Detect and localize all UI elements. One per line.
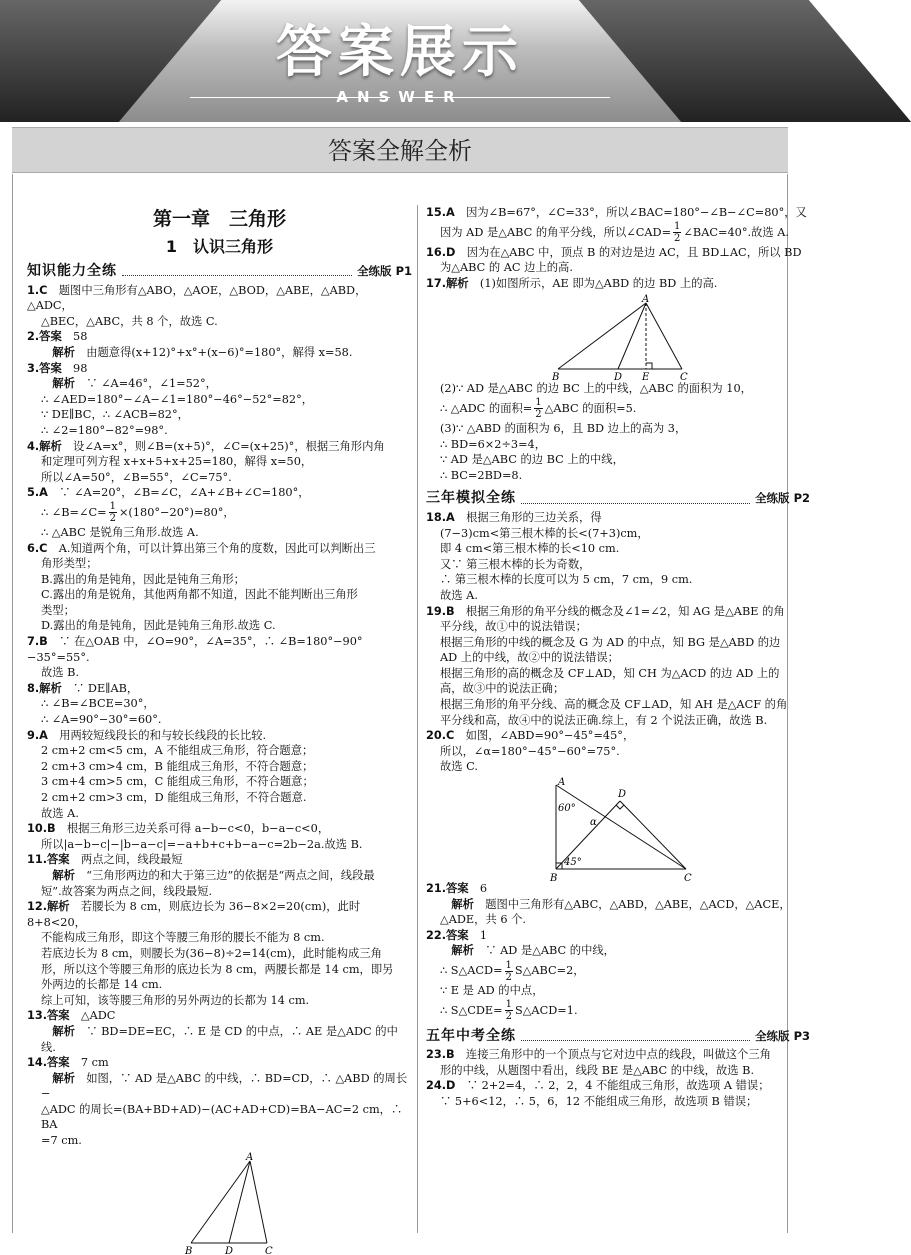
answer-line	[27, 1102, 412, 1133]
answer-text: (1)如图所示，AE 即为△ABD 的边 BD 上的高.	[468, 276, 718, 290]
fraction-line-q17	[426, 397, 810, 421]
fig-label-e: E	[642, 372, 650, 384]
answer-text: 故选 C.	[440, 760, 479, 774]
section-header-title: 三年模拟全练	[426, 490, 516, 507]
dotted-leader	[521, 1032, 750, 1041]
figure-q17-triangle	[548, 293, 728, 384]
answer-line	[27, 665, 412, 681]
fraction	[534, 397, 542, 420]
answer-text: ∵ BD=DE=EC，∴ E 是 CD 的中点，∴ AE 是△ADC 的中线.	[41, 1024, 398, 1054]
fig-label-60: 60°	[558, 803, 576, 815]
answer-text: 类型；	[41, 603, 75, 617]
fraction-post: ×(180°−20°)=80°，	[118, 505, 235, 519]
fig-label-b: B	[185, 1245, 193, 1255]
answer-text: 3 cm+4 cm>5 cm，C 能组成三角形，不符合题意；	[41, 775, 314, 789]
banner-title: 答案展示	[276, 20, 524, 85]
answer-text: ∴ BD=6×2÷3=4，	[440, 437, 547, 451]
answer-text: 故选 B.	[41, 666, 80, 680]
content-frame	[12, 174, 810, 1255]
answer-block-right-4	[426, 421, 810, 483]
answer-text: 综上可知，该等腰三角形的另外两边的长都为 14 cm.	[41, 993, 310, 1007]
answer-text: 外两边的长都是 14 cm.	[41, 978, 163, 992]
answer-label: 16.D	[426, 245, 456, 259]
answer-line	[27, 618, 412, 634]
answer-line	[27, 470, 412, 486]
answer-text: 7 cm	[69, 1056, 109, 1070]
answer-label: 8.解析	[27, 681, 62, 695]
answer-line	[27, 774, 412, 790]
answer-line	[27, 525, 412, 541]
answer-sublabel: 解析	[41, 345, 75, 359]
answer-text: ∴ ∠2=180°−82°=98°.	[41, 423, 168, 437]
answer-text: 故选 A.	[440, 588, 478, 602]
answer-line	[426, 557, 810, 573]
fraction-numerator: 1	[505, 959, 512, 971]
answer-line	[27, 852, 412, 868]
fig-right-angle-mark	[646, 363, 652, 369]
answer-line	[27, 1055, 412, 1071]
dotted-leader	[122, 267, 352, 276]
answer-line	[27, 821, 412, 837]
answer-line	[426, 681, 810, 697]
fraction-line-q22a	[426, 959, 810, 983]
answer-text: (7−3)cm<第三根木棒的长<(7+3)cm，	[440, 526, 649, 540]
answer-line	[426, 468, 810, 484]
answer-text: 形的中线，从题图中看出，线段 BE 是△ABC 的中线，故选 B.	[440, 1063, 755, 1077]
answer-text: 2 cm+2 cm<5 cm，A 不能组成三角形，符合题意；	[41, 744, 314, 758]
answer-line	[27, 634, 412, 665]
answer-text: 用两较短线段长的和与较长线段的长比较.	[47, 728, 267, 742]
answer-text: 所以|a−b−c|−|b−a−c|=−a+b+c+b−a−c=2b−2a.故选 B.	[41, 837, 363, 851]
answer-text: 如图，∵ AD 是△ABC 的中线，∴ BD=CD，∴ △ABD 的周长−	[41, 1071, 408, 1101]
answer-label: 14.答案	[27, 1056, 70, 1070]
answer-text: 平分线和高，故④中的说法正确.综上，有 2 个说法正确，故选 B.	[440, 713, 768, 727]
fig-label-a: A	[246, 1151, 254, 1163]
section-header-title: 知识能力全练	[27, 263, 117, 279]
answer-line	[27, 868, 412, 884]
answer-text: 为△ABC 的 AC 边上的高.	[440, 261, 573, 275]
answer-line	[426, 1063, 810, 1079]
answer-text: 根据三角形的角平分线、高的概念及 CF⊥AD，知 AH 是△ACF 的角	[440, 698, 788, 712]
answer-text: 由题意得(x+12)°+x°+(x−6)°=180°，解得 x=58.	[74, 345, 353, 359]
answer-line	[27, 587, 412, 603]
answer-text: 2 cm+3 cm>4 cm，B 能组成三角形，不符合题意；	[41, 759, 314, 773]
fraction-denominator: 2	[109, 513, 116, 525]
answer-text: 题图中三角形有△ABC，△ABD，△ABE，△ACD，△ACE，	[473, 897, 791, 911]
answer-text: 连接三角形中的一个顶点与它对边中点的线段，叫做这个三角	[454, 1048, 771, 1062]
answer-line	[426, 510, 810, 526]
answer-text: 题图中三角形有△ABO，△AOE，△BOD，△ABE，△ABD，△ADC，	[27, 283, 367, 313]
answer-line	[27, 837, 412, 853]
answer-text: 2 cm+2 cm>3 cm，D 能组成三角形，不符合题意.	[41, 791, 307, 804]
answer-block-right-6	[426, 881, 810, 959]
answer-line	[27, 485, 412, 501]
fig-line-ab	[558, 303, 646, 369]
answer-block-right-3	[426, 381, 810, 397]
banner-subtitle: ANSWER	[336, 88, 464, 106]
answer-label: 20.C	[426, 729, 455, 743]
answer-line	[27, 1008, 412, 1024]
answer-line	[27, 454, 412, 470]
fig-line-ad	[229, 1161, 250, 1243]
answer-line	[27, 1024, 412, 1055]
answer-text: (2)∵ AD 是△ABC 的边 BC 上的中线，△ABC 的面积为 10，	[440, 382, 752, 396]
answer-line	[426, 666, 810, 682]
answer-text: ∴ 第三根木棒的长度可以为 5 cm，7 cm，9 cm.	[440, 573, 693, 587]
answer-label: 6.C	[27, 541, 48, 555]
fig-label-alpha: α	[590, 817, 597, 829]
answer-line	[426, 697, 810, 713]
section-header-page: 全练版 P2	[755, 491, 810, 506]
answer-line	[426, 759, 810, 775]
fig-line-dc	[620, 801, 686, 869]
section-header-page: 全练版 P1	[357, 264, 412, 278]
answer-line	[426, 588, 810, 604]
answer-line	[426, 452, 810, 468]
answer-text: 短”.故答案为两点之间，线段最短.	[41, 884, 213, 898]
answer-text: D.露出的角是钝角，因此是钝角三角形.故选 C.	[41, 619, 276, 633]
answer-line	[27, 1071, 412, 1102]
answer-line	[27, 899, 412, 930]
answer-label: 2.答案	[27, 330, 62, 344]
answer-text: 6	[468, 882, 488, 896]
answer-text: 若腰长为 8 cm，则底边长为 36−8×2=20(cm)，此时 8+8<20，	[27, 900, 361, 929]
answer-text: C.露出的角是锐角，其他两角都不知道，因此不能判断出三角形	[41, 588, 358, 602]
answer-line	[27, 977, 412, 993]
answer-text: ∵ AD 是△ABC 的边 BC 上的中线，	[440, 453, 624, 467]
answer-text: 和定理可列方程 x+x+5+x+25=180，解得 x=50，	[41, 455, 313, 469]
answer-text: △ADC	[69, 1009, 116, 1023]
answer-text: 因为在△ABC 中，顶点 B 的对边是边 AC，且 BD⊥AC，所以 BD	[455, 245, 802, 259]
answer-line	[27, 376, 412, 392]
answer-line	[426, 381, 810, 397]
answer-line	[426, 635, 810, 651]
answer-line	[27, 392, 412, 408]
answer-text: 根据三角形的角平分线的概念及∠1=∠2，知 AG 是△ABE 的角	[454, 604, 785, 618]
right-column	[426, 205, 810, 1110]
answer-text: 因为∠B=67°，∠C=33°，所以∠BAC=180°−∠B−∠C=80°，又	[454, 206, 807, 219]
answer-text: 如图，∠ABD=90°−45°=45°，	[454, 729, 635, 743]
answer-text: ∵ 在△OAB 中，∠O=90°，∠A=35°，∴ ∠B=180°−90°−35°=55°.	[27, 635, 363, 664]
chapter-title: 第一章 三角形	[152, 208, 286, 230]
answer-text: B.露出的角是钝角，因此是钝角三角形；	[41, 572, 245, 586]
answer-sublabel: 解析	[41, 1071, 75, 1085]
answer-label: 21.答案	[426, 882, 469, 896]
answer-text: A.知道两个角，可以计算出第三个角的度数，因此可以判断出三	[47, 541, 376, 555]
answer-text: △ADC 的周长=(BA+BD+AD)−(AC+AD+CD)=BA−AC=2 cm，∴ BA	[41, 1102, 403, 1132]
section-header-page: 全练版 P3	[755, 1028, 810, 1043]
answer-text: (3)∵ △ABD 的面积为 6，且 BD 边上的高为 3，	[440, 421, 687, 435]
answer-label: 22.答案	[426, 928, 469, 942]
fraction-post: ∠BAC=40°.故选 A.	[683, 225, 790, 239]
left-column	[27, 204, 412, 1255]
answer-text: 所以∠A=50°，∠B=55°，∠C=75°.	[41, 470, 232, 484]
answer-label: 12.解析	[27, 900, 70, 914]
fraction-pre: ∴ S△CDE=	[440, 1003, 503, 1017]
fraction-line-q22b	[426, 999, 810, 1023]
answer-line	[426, 205, 810, 221]
fig-line-ac	[646, 303, 682, 369]
fig-label-45: 45°	[564, 857, 582, 869]
section-header-1	[27, 264, 412, 280]
answer-line	[27, 603, 412, 619]
fraction	[109, 501, 117, 524]
fraction-line-q15	[426, 221, 810, 245]
answer-label: 19.B	[426, 604, 455, 618]
section-header-3	[426, 1029, 810, 1045]
fraction-denominator: 2	[674, 233, 681, 245]
fraction-pre: 因为 AD 是△ABC 的角平分线，所以∠CAD=	[440, 225, 672, 239]
answer-label: 24.D	[426, 1079, 456, 1093]
answer-label: 5.A	[27, 486, 48, 500]
section-header-title: 五年中考全练	[426, 1027, 516, 1044]
answer-line	[426, 1078, 810, 1094]
answer-line	[27, 345, 412, 361]
fig-line-ac	[250, 1161, 267, 1243]
answer-text: 故选 A.	[41, 806, 79, 820]
answer-line	[27, 946, 412, 962]
answer-line	[27, 759, 412, 775]
answer-line	[27, 681, 412, 697]
answer-line: ∵ E 是 AD 的中点，	[440, 984, 544, 997]
answer-line	[426, 572, 810, 588]
fig-line-ab	[191, 1161, 250, 1243]
fig-right-angle-d	[616, 805, 624, 809]
answer-line	[426, 526, 810, 542]
answer-line	[27, 407, 412, 423]
answer-text: △ADE，共 6 个.	[440, 913, 527, 927]
answer-line	[27, 884, 412, 900]
answer-text: 平分线，故①中的说法错误；	[440, 620, 587, 634]
answer-text: 若底边长为 8 cm，则腰长为(36−8)÷2=14(cm)，此时能构成三角	[41, 946, 382, 960]
answer-line	[27, 283, 412, 314]
fig-label-c: C	[265, 1245, 273, 1255]
answer-line	[27, 329, 412, 345]
answer-label: 10.B	[27, 822, 56, 836]
answer-label: 11.答案	[27, 853, 70, 867]
answer-line	[426, 541, 810, 557]
fraction-numerator: 1	[674, 221, 681, 233]
answer-text: ∵ 2+2=4，∴ 2，2，4 不能组成三角形，故选项 A 错误；	[455, 1079, 770, 1093]
answer-text: 根据三角形的中线的概念及 G 为 AD 的中点，知 BG 是△ABD 的边	[440, 635, 781, 649]
answer-line	[426, 260, 810, 276]
answer-text: ∵ DE∥AB，	[61, 681, 139, 695]
answer-line	[27, 423, 412, 439]
answer-line	[27, 930, 412, 946]
answer-line	[426, 744, 810, 760]
answer-label: 13.答案	[27, 1009, 70, 1023]
answer-text: ∵ AD 是△ABC 的中线，	[473, 944, 615, 958]
fig-label-a: A	[642, 294, 650, 306]
answer-text: 所以，∠α=180°−45°−60°=75°.	[440, 744, 620, 758]
answer-text: ∴ ∠AED=180°−∠A−∠1=180°−46°−52°=82°，	[41, 392, 314, 406]
answer-line	[426, 943, 810, 959]
answer-line	[426, 897, 810, 913]
fraction	[505, 960, 513, 983]
answer-text: 根据三角形三边关系可得 a−b−c<0，b−a−c<0，	[55, 822, 330, 836]
answer-line	[426, 619, 810, 635]
answer-line	[27, 556, 412, 572]
answer-line	[27, 993, 412, 1009]
answer-text: ∵ ∠A=20°，∠B=∠C，∠A+∠B+∠C=180°，	[47, 486, 310, 500]
answer-line	[27, 314, 412, 330]
fraction-numerator: 1	[535, 397, 542, 409]
answer-text: 根据三角形的高的概念及 CF⊥AD，知 CH 为△ACD 的边 AD 上的	[440, 666, 780, 680]
answer-line	[426, 881, 810, 897]
fig-label-d: D	[618, 789, 627, 801]
fraction	[673, 221, 681, 244]
answer-line	[27, 1133, 412, 1149]
fig-label-c: C	[684, 873, 692, 885]
answer-line	[27, 790, 412, 806]
answer-line	[426, 650, 810, 666]
fig-label-d: D	[225, 1245, 234, 1255]
answer-line	[426, 928, 810, 944]
answer-label: 1.C	[27, 283, 48, 297]
answer-block-right-1	[426, 205, 810, 221]
answer-line	[426, 604, 810, 620]
answer-sublabel: 解析	[41, 1024, 75, 1038]
answer-line	[426, 728, 810, 744]
fig-label-b: B	[550, 873, 558, 885]
answer-line	[27, 572, 412, 588]
answer-text: 高，故③中的说法正确；	[440, 682, 565, 696]
fraction-numerator: 1	[505, 999, 512, 1011]
answer-block-right-5	[426, 510, 810, 775]
answer-text: “三角形两边的和大于第三边”的依据是“两点之间，线段最	[74, 868, 375, 882]
fraction	[505, 999, 513, 1022]
fraction-pre: ∴ △ADC 的面积=	[440, 401, 533, 415]
answer-text: ∵ 5+6<12，∴ 5，6，12 不能组成三角形，故选项 B 错误；	[440, 1094, 758, 1108]
fraction-denominator: 2	[505, 971, 512, 983]
answer-text: 角形类型；	[41, 557, 98, 571]
figure-q20-triangles	[546, 777, 706, 885]
fraction-denominator: 2	[535, 409, 542, 421]
dotted-leader	[521, 495, 750, 504]
answer-line	[426, 1094, 810, 1110]
fig-label-b: B	[552, 372, 560, 384]
answer-line	[426, 245, 810, 261]
answer-line	[27, 806, 412, 822]
fig-label-a: A	[558, 777, 566, 789]
answer-line	[27, 962, 412, 978]
answer-text: AD 上的中线，故②中的说法错误；	[440, 651, 619, 665]
answer-block-left-1	[27, 283, 412, 501]
answer-block-right-2	[426, 245, 810, 292]
answer-text: 根据三角形的三边关系，得	[454, 510, 602, 524]
answer-block-left-2	[27, 525, 412, 1149]
answer-label: 9.A	[27, 728, 48, 742]
answer-line	[426, 1047, 810, 1063]
answer-text: ∴ BC=2BD=8.	[440, 468, 523, 482]
answer-sublabel: 解析	[41, 868, 75, 882]
answer-sublabel: 解析	[440, 897, 474, 911]
fraction-pre: ∴ S△ACD=	[440, 964, 503, 977]
answer-label: 4.解析	[27, 439, 62, 453]
answer-sublabel: 解析	[41, 377, 75, 391]
answer-text: ∵ DE∥BC，∴ ∠ACB=82°，	[41, 408, 189, 422]
answer-text: 又∵ 第三根木棒的长为奇数，	[440, 557, 591, 571]
answer-label: 17.解析	[426, 276, 469, 290]
fraction-pre: ∴ ∠B=∠C=	[41, 505, 107, 519]
answer-text: 1	[468, 928, 488, 942]
answer-line	[426, 713, 810, 729]
section-header-2	[426, 491, 810, 507]
answer-block-right-7	[426, 1047, 810, 1109]
fraction-denominator: 2	[505, 1011, 512, 1023]
answer-text: ∴ ∠A=90°−30°=60°.	[41, 713, 162, 727]
subbanner-title: 答案全解全析	[12, 127, 788, 173]
answer-label: 3.答案	[27, 361, 62, 375]
answer-line	[27, 361, 412, 377]
answer-text: 两点之间，线段最短	[69, 853, 183, 867]
answer-text: ∵ ∠A=46°，∠1=52°，	[74, 377, 217, 391]
answer-line	[27, 743, 412, 759]
answer-label: 15.A	[426, 206, 455, 219]
answer-label: 23.B	[426, 1048, 455, 1062]
figure-q14-triangle	[177, 1153, 317, 1255]
answer-sublabel: 解析	[440, 944, 474, 958]
answer-label: 18.A	[426, 510, 455, 524]
fig-label-d: D	[614, 372, 623, 384]
answer-line	[426, 437, 810, 453]
fraction-line-q5	[27, 501, 412, 525]
answer-text: ∴ ∠B=∠BCE=30°，	[41, 697, 155, 711]
fraction-post: S△ABC=2，	[514, 964, 585, 977]
answer-text: 即 4 cm<第三根木棒的长<10 cm.	[440, 542, 620, 556]
answer-line	[27, 728, 412, 744]
answer-text: ∴ △ABC 是锐角三角形.故选 A.	[41, 525, 199, 539]
answer-line	[426, 276, 810, 292]
answer-line	[27, 712, 412, 728]
fraction-post: S△ACD=1.	[515, 1003, 578, 1017]
answer-banner	[0, 0, 800, 122]
answer-line	[27, 541, 412, 557]
answer-text: =7 cm.	[41, 1134, 82, 1148]
answer-text: 不能构成三角形，即这个等腰三角形的腰长不能为 8 cm.	[41, 931, 325, 945]
answer-text: 设∠A=x°，则∠B=(x+5)°，∠C=(x+25)°，根据三角形内角	[61, 439, 385, 453]
fraction-post: △ABC 的面积=5.	[544, 401, 637, 415]
column-divider	[417, 205, 418, 1233]
answer-line	[426, 421, 810, 437]
answer-text: 58	[61, 330, 88, 344]
answer-line	[426, 912, 810, 928]
answer-text: △BEC，△ABC，共 8 个，故选 C.	[41, 314, 218, 328]
answer-line	[27, 439, 412, 455]
answer-text: 98	[61, 361, 88, 375]
fig-label-c: C	[680, 372, 688, 384]
answer-label: 7.B	[27, 635, 48, 649]
answer-line	[27, 696, 412, 712]
answer-text: 形，所以这个等腰三角形的底边长为 8 cm，两腰长都是 14 cm，即另	[41, 962, 394, 976]
fraction-numerator: 1	[109, 501, 116, 513]
section-title: 1 认识三角形	[165, 237, 274, 256]
